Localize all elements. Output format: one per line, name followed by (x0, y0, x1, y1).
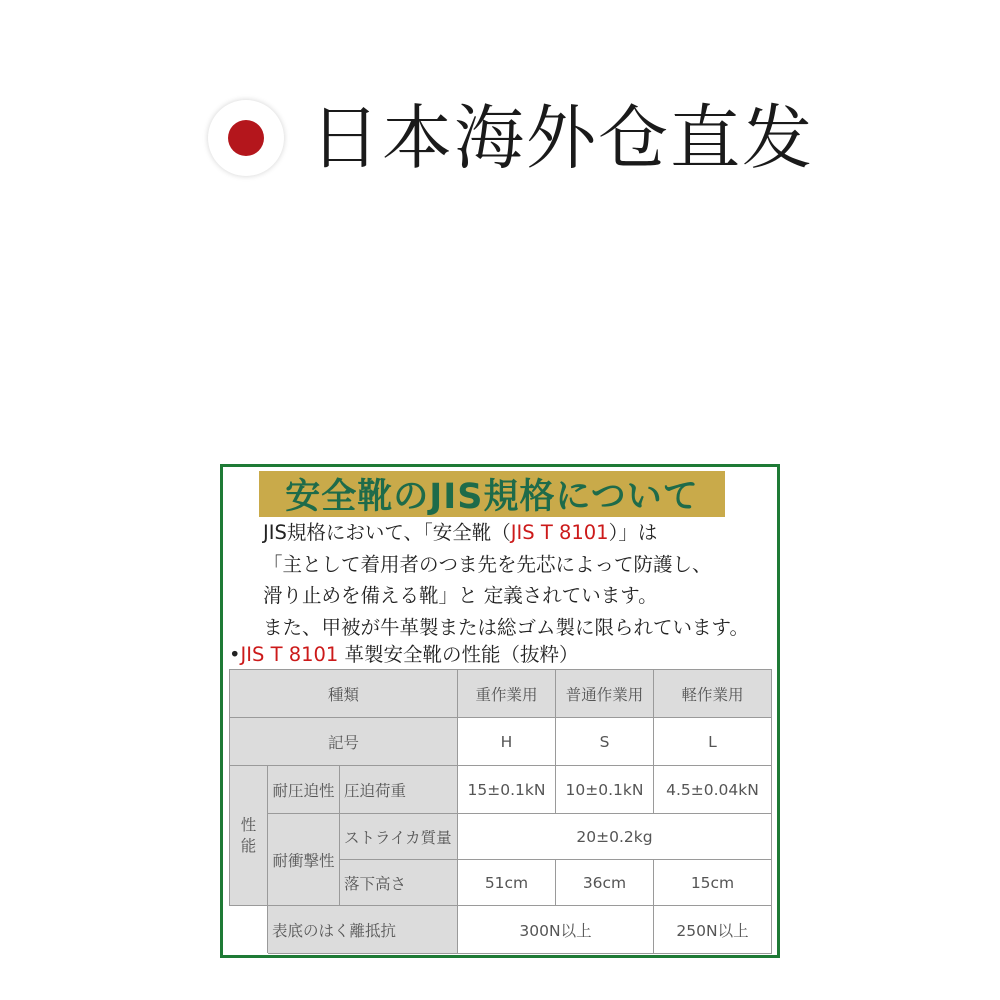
header-light: 軽作業用 (654, 670, 772, 718)
jis-code: JIS T 8101 (510, 521, 609, 544)
drop-height-heavy: 51cm (458, 860, 556, 906)
table-heading-text: 革製安全靴の性能（抜粋） (338, 643, 579, 666)
header-type: 種類 (230, 670, 458, 718)
banner-title: 安全靴のJIS規格について (285, 477, 699, 517)
drop-height-label: 落下高さ (340, 860, 458, 906)
drop-height-normal: 36cm (556, 860, 654, 906)
symbol-h: H (458, 718, 556, 766)
bullet-icon: • (229, 643, 241, 666)
empty-cell (230, 906, 268, 954)
header-heavy: 重作業用 (458, 670, 556, 718)
impact-label: 耐衝撃性 (268, 814, 340, 906)
symbol-label: 記号 (230, 718, 458, 766)
table-heading (229, 639, 579, 667)
flag-red-circle (228, 120, 264, 156)
symbol-l: L (654, 718, 772, 766)
compression-light: 4.5±0.04kN (654, 766, 772, 814)
page-title: 日本海外仓直发 (310, 97, 814, 179)
desc-1c: ）」は (608, 521, 658, 544)
table-row (230, 814, 772, 860)
description-line-2: 「主として着用者のつま先を先芯によって防護し、 (263, 552, 712, 576)
card-banner (259, 471, 725, 517)
compression-normal: 10±0.1kN (556, 766, 654, 814)
striker-mass-value: 20±0.2kg (458, 814, 772, 860)
description (263, 517, 749, 643)
description-line-4: また、甲被が牛革製または総ゴム製に限られています。 (263, 615, 749, 639)
header (208, 98, 814, 178)
compression-label: 耐圧迫性 (268, 766, 340, 814)
japan-flag-icon (208, 100, 284, 176)
peel-label: 表底のはく離抵抗 (268, 906, 458, 954)
performance-label: 性 能 (230, 766, 268, 906)
desc-1a: JIS規格において、「安全靴（ (263, 521, 511, 544)
description-line-3: 滑り止めを備える靴」と 定義されています。 (263, 584, 658, 607)
table-row (230, 670, 772, 718)
table-row (230, 906, 772, 954)
table-row (230, 718, 772, 766)
table-heading-code: JIS T 8101 (240, 643, 339, 666)
table-row (230, 766, 772, 814)
compression-sub-label: 圧迫荷重 (340, 766, 458, 814)
jis-info-card (220, 464, 780, 958)
compression-heavy: 15±0.1kN (458, 766, 556, 814)
drop-height-light: 15cm (654, 860, 772, 906)
header-normal: 普通作業用 (556, 670, 654, 718)
spec-table (229, 669, 772, 954)
symbol-s: S (556, 718, 654, 766)
striker-mass-label: ストライカ質量 (340, 814, 458, 860)
peel-light: 250N以上 (654, 906, 772, 954)
description-line-1 (263, 517, 749, 549)
peel-heavy-normal: 300N以上 (458, 906, 654, 954)
